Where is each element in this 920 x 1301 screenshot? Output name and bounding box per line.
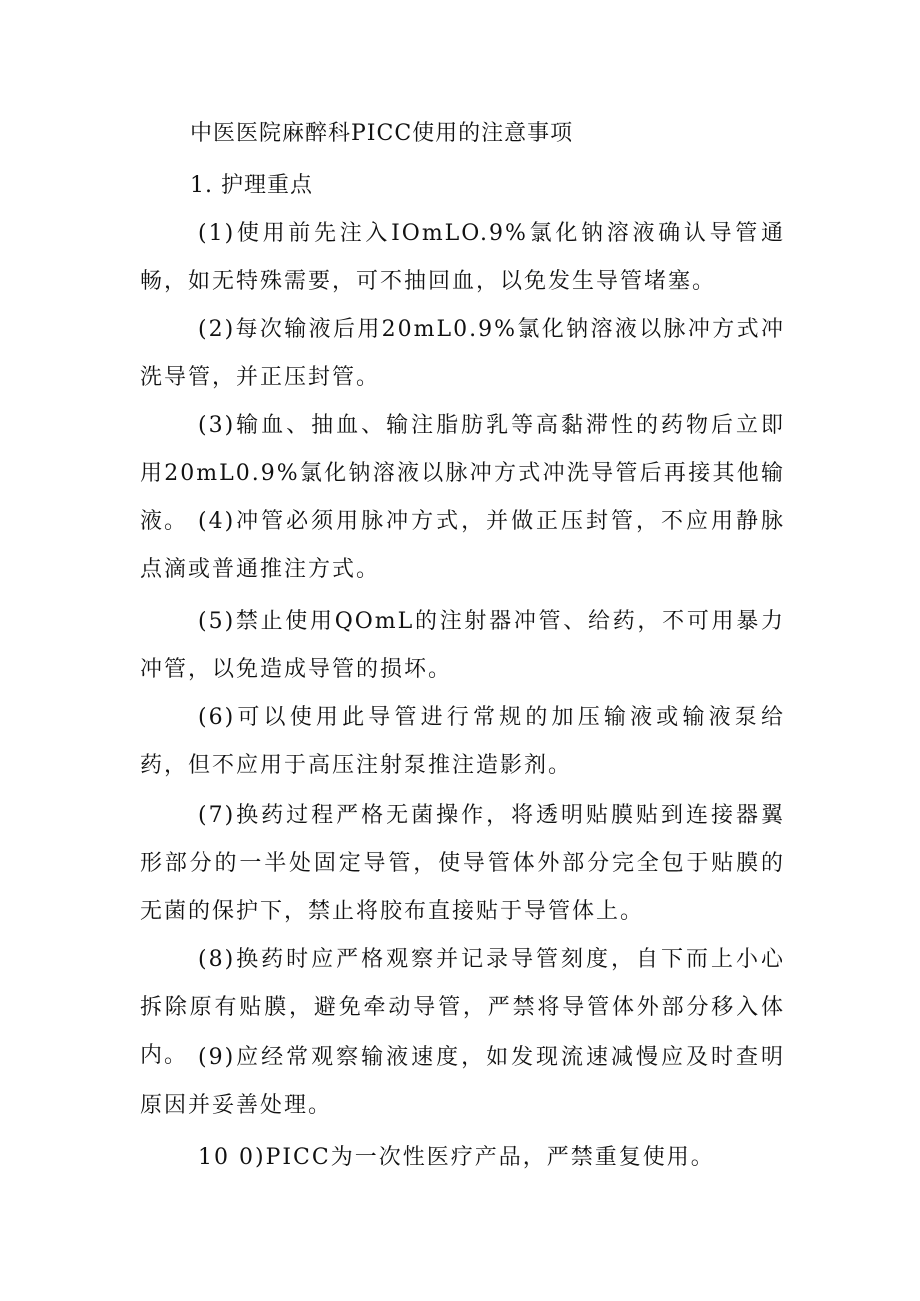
list-item-7: (7)换药过程严格无菌操作，将透明贴膜贴到连接器翼形部分的一半处固定导管，使导管体外部分完全包于贴膜的无菌的保护下，禁止将胶布直接贴于导管体上。 (140, 803, 785, 924)
list-item-4: (4)冲管必须用脉冲方式，并做正压封管，不应用静脉点滴或普通推注方式。 (140, 509, 785, 582)
list-item-8: (8)换药时应严格观察并记录导管刻度，自下而上小心拆除原有贴膜，避免牵动导管，严禁将导管体外部分移入体内。 (140, 947, 785, 1068)
list-item-6: (6)可以使用此导管进行常规的加压输液或输液泵给药，但不应用于高压注射泵推注造影剂。 (140, 705, 785, 778)
document-title: 中医医院麻醉科PICC使用的注意事项 (190, 121, 574, 146)
list-item-9: (9)应经常观察输液速度，如发现流速减慢应及时查明原因并妥善处理。 (140, 1045, 785, 1118)
list-item-1: (1)使用前先注入IOmLO.9%氯化钠溶液确认导管通畅，如无特殊需要，可不抽回血，以免发生导管堵塞。 (140, 221, 785, 294)
list-item-10: 10 0)PICC为一次性医疗产品，严禁重复使用。 (198, 1145, 715, 1170)
list-item-5: (5)禁止使用QOmL的注射器冲管、给药，不可用暴力冲管，以免造成导管的损坏。 (140, 609, 785, 682)
list-item-3: (3)输血、抽血、输注脂肪乳等高黏滞性的药物后立即用20mL0.9%氯化钠溶液以脉冲方式冲洗导管后再接其他输液。 (140, 413, 785, 534)
list-item-2: (2)每次输液后用20mL0.9%氯化钠溶液以脉冲方式冲洗导管，并正压封管。 (140, 317, 785, 390)
section-heading: 1. 护理重点 (190, 173, 313, 198)
